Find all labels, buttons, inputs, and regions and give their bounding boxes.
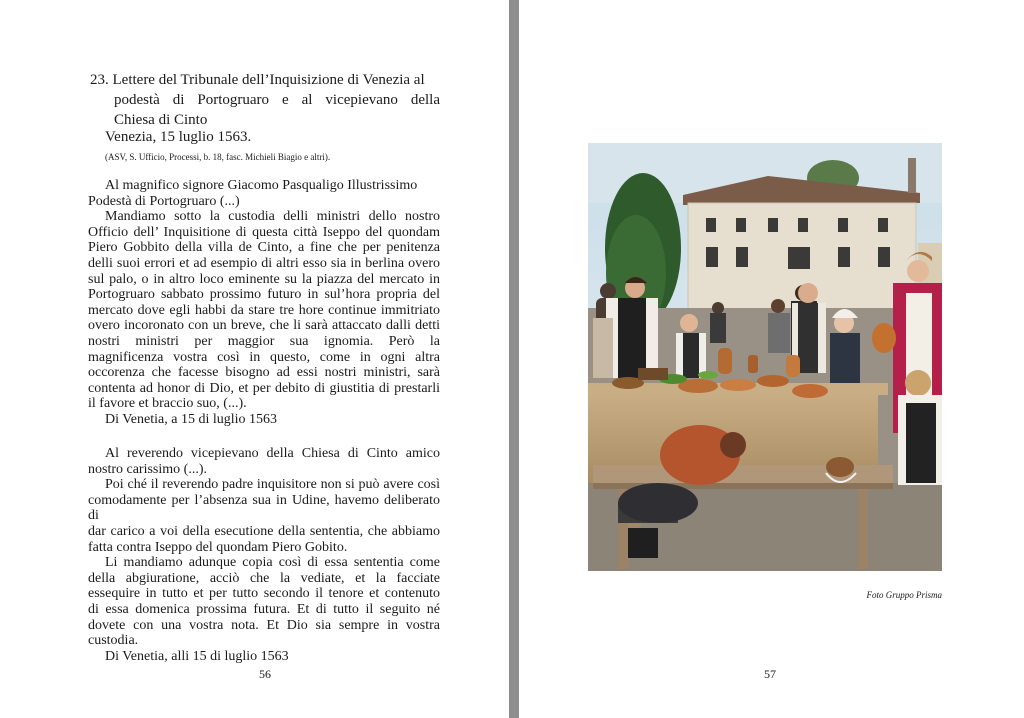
- text-line: comodamente per l’absenza sua in Udine, havemo deliberato di: [88, 492, 440, 524]
- text-line: Al magnifico signore Giacomo Pasqualigo Illustrissimo: [105, 178, 418, 193]
- heading-line: Chiesa di Cinto: [114, 112, 208, 128]
- page-number: 56: [259, 667, 271, 681]
- text-line: dovete con una vostra nota. Et Dio sia sempre in vostra: [88, 617, 440, 633]
- text-line: essequire in tutto et per tutto secondo il tenore et contenuto: [88, 586, 440, 602]
- letter-podesta: [88, 178, 440, 428]
- text-line: occorenza che facesse bisogno ad essi nostri ministri, sarà: [88, 365, 440, 381]
- historical-reenactment-photo: [588, 143, 942, 571]
- right-page: [519, 0, 1024, 718]
- text-line: delli suoi errori et ad esempio di altri esso sia in berlina overo: [88, 255, 440, 271]
- text-line: Piero Gobbito della villa de Cinto, a fine che per penitenza: [88, 240, 440, 256]
- left-page: [0, 0, 509, 718]
- text-line: Officio dell’ Inquisitione di questa città Iseppo del quondam: [88, 224, 440, 240]
- text-line: dar carico a voi della esecutione della sententia, che abbiamo: [88, 523, 440, 539]
- letter-date-line: Di Venetia, a 15 di luglio 1563: [105, 411, 277, 427]
- archival-source: (ASV, S. Ufficio, Processi, b. 18, fasc. Michieli Biagio e altri).: [105, 152, 331, 162]
- text-line: Mandiamo sotto la custodia delli ministri dello nostro: [105, 209, 440, 225]
- document-heading: [90, 70, 440, 130]
- text-line: contenta ad honor di Dio, et per debito di giustitia di prestarli: [88, 380, 440, 396]
- text-line: di essa domenica prossima futura. Et di tutto il seguito né: [88, 601, 440, 617]
- heading-line: 23. Lettere del Tribunale dell’Inquisizione di Venezia al: [90, 72, 425, 88]
- text-line: sul palo, o in altro loco eminente su la piazza del mercato in: [88, 271, 440, 287]
- text-line: overo incoronato con un breve, che li sarà attaccato dalli detti: [88, 318, 440, 334]
- heading-line: podestà di Portogruaro e al vicepievano della: [114, 92, 440, 108]
- photo-caption: Foto Gruppo Prisma: [866, 590, 942, 600]
- place-date: Venezia, 15 luglio 1563.: [105, 129, 252, 145]
- letter-vicepievano: [88, 446, 440, 664]
- text-line: Podestà di Portogruaro (...): [88, 193, 240, 209]
- text-line: fatta contra Iseppo del quondam Piero Gobito.: [88, 539, 348, 555]
- page-number: 57: [764, 667, 776, 681]
- text-line: Poi ché il reverendo padre inquisitore non si può avere così: [105, 477, 440, 493]
- text-line: Al reverendo vicepievano della Chiesa di Cinto amico: [105, 446, 440, 461]
- text-line: nostro carissimo (...).: [88, 461, 207, 477]
- text-line: della abgiuratione, acciò che la vediate, et la facciate: [88, 570, 440, 586]
- text-line: il favore et braccio suo, (...).: [88, 396, 247, 412]
- letter-date-line: Di Venetia, alli 15 di luglio 1563: [105, 648, 289, 664]
- text-line: magnificenza vostra così in questo, come in ogni altra: [88, 349, 440, 365]
- text-line: mercato dove egli habbi da stare tre hore continue immitriato: [88, 302, 440, 318]
- text-line: nostri ministri per maggior sua ignomia. Però la: [88, 333, 440, 349]
- text-line: custodia.: [88, 633, 139, 649]
- text-line: Portogruaro sabbato prossimo futuro in sul’hora propria del: [88, 287, 440, 303]
- text-line: Li mandiamo adunque copia così di essa sententia come: [105, 555, 440, 571]
